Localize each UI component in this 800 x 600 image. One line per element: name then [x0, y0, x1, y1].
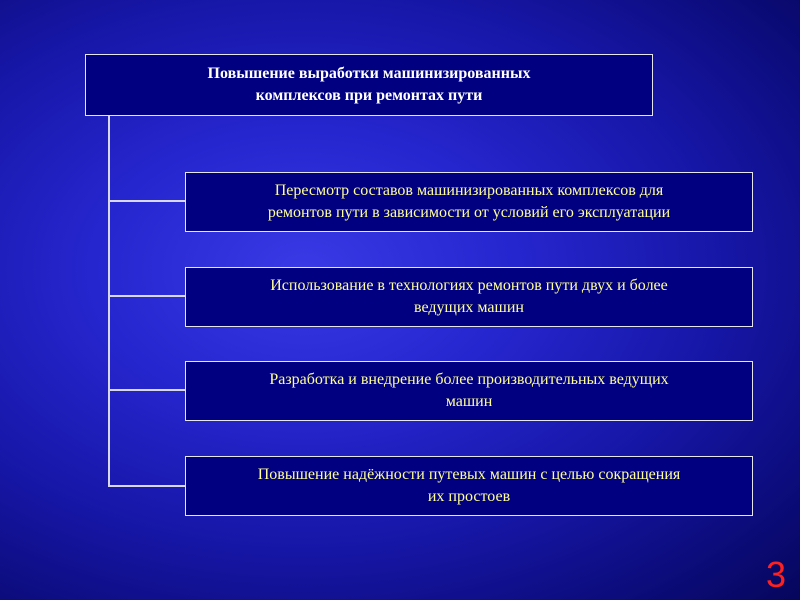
item-1-text-line-1: Пересмотр составов машинизированных комплексов для — [274, 182, 664, 199]
vertical-connector — [108, 116, 110, 487]
item-2-text-line-2: ведущих машин — [414, 299, 524, 316]
slide-number: 3 — [765, 554, 786, 595]
root-text-line-1: Повышение выработки машинизированных — [207, 65, 531, 82]
item-box-4 — [185, 456, 753, 516]
item-1-text-line-2: ремонтов пути в зависимости от условий его эксплуатации — [267, 204, 671, 221]
item-4-text-line-1: Повышение надёжности путевых машин с целью сокращения — [257, 466, 681, 483]
root-box — [85, 54, 653, 116]
item-3-text-line-1: Разработка и внедрение более производительных ведущих — [269, 371, 669, 388]
root-text-line-2: комплексов при ремонтах пути — [255, 87, 483, 104]
branch-connector-4 — [108, 485, 186, 487]
item-box-1 — [185, 172, 753, 232]
item-4-text-line-2: их простоев — [427, 488, 511, 505]
branch-connector-3 — [108, 389, 186, 391]
item-box-3 — [185, 361, 753, 421]
branch-connector-2 — [108, 295, 186, 297]
branch-connector-1 — [108, 200, 186, 202]
item-3-text-line-2: машин — [445, 393, 493, 410]
item-2-text-line-1: Использование в технологиях ремонтов пути двух и более — [270, 277, 668, 294]
item-box-2 — [185, 267, 753, 327]
